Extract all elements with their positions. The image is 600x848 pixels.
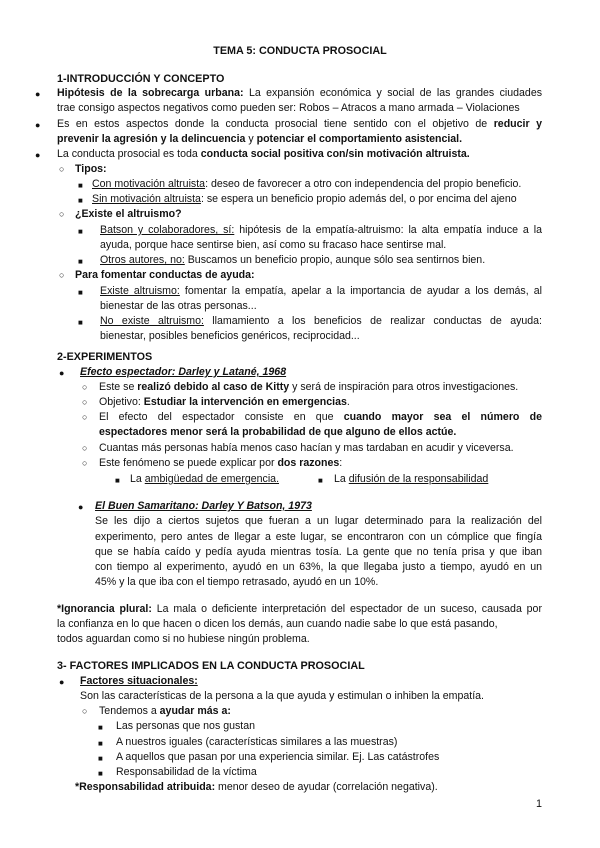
square-bullet-icon: ■ — [78, 227, 83, 236]
experiment-title-samaritano: El Buen Samaritano: Darley Y Batson, 1973 — [95, 500, 312, 512]
section-heading-intro: 1-INTRODUCCIÓN Y CONCEPTO — [57, 73, 225, 85]
circle-bullet-icon: ○ — [82, 443, 88, 453]
circle-bullet-icon: ○ — [82, 458, 88, 468]
list-item: Batson y colaboradores, sí: hipótesis de la empatía-altruismo: la alta empatía induce a la — [100, 224, 542, 236]
reason-item: La difusión de la responsabilidad — [334, 473, 489, 485]
list-item: A aquellos que pasan por una experiencia similar. Ej. Las catástrofes — [116, 751, 440, 763]
factor-title: Factores situacionales: — [80, 675, 198, 687]
paragraph-line: experimento, pero antes de llegar a este lugar, se encontraron con un cómplice que fingía — [95, 531, 542, 543]
list-label-existe: ¿Existe el altruismo? — [75, 208, 182, 220]
paragraph-line: la confianza en lo que hacen o dicen los demás, aun cuando nadie sabe lo que está pasando, — [57, 618, 498, 630]
list-item: No existe altruismo: llamamiento a los beneficios de realizar conductas de ayuda: — [100, 315, 542, 327]
bullet-icon: ● — [35, 150, 41, 160]
circle-bullet-icon: ○ — [82, 382, 88, 392]
square-bullet-icon: ■ — [98, 723, 103, 732]
list-label-fomentar: Para fomentar conductas de ayuda: — [75, 269, 255, 281]
square-bullet-icon: ■ — [98, 769, 103, 778]
square-bullet-icon: ■ — [98, 754, 103, 763]
list-item: Tendemos a ayudar más a: — [99, 705, 231, 717]
list-item: Las personas que nos gustan — [116, 720, 255, 732]
section-heading-experimentos: 2-EXPERIMENTOS — [57, 351, 153, 363]
circle-bullet-icon: ○ — [82, 706, 88, 716]
square-bullet-icon: ■ — [78, 257, 83, 266]
list-item: Responsabilidad de la víctima — [116, 766, 257, 778]
list-item-continuation: ayuda, porque hace sentirse bien, así como su fracaso hace sentirse mal. — [100, 239, 447, 251]
list-item: Sin motivación altruista: se espera un beneficio propio además del, o por encima del ajeno — [92, 193, 517, 205]
paragraph-line: con tiempo al experimento, ayudó en un 63%, la que llegaba justo a tiempo, ayudó en un — [95, 561, 542, 573]
paragraph-line: 45% y la que iba con el tiempo retrasado, ayudó en un 10%. — [95, 576, 379, 588]
bullet-icon: ● — [59, 677, 65, 687]
experiment-title-efecto: Efecto espectador: Darley y Latané, 1968 — [80, 366, 287, 378]
paragraph-line: Se les dijo a ciertos sujetos que fueran a un lugar determinado para la realización del — [95, 515, 542, 527]
list-item-continuation: bienestar de las otras personas... — [100, 300, 257, 312]
list-item: Este se realizó debido al caso de Kitty y será de inspiración para otros investigaciones. — [99, 381, 519, 393]
paragraph-line: prevenir la agresión y la delincuencia y potenciar el comportamiento asistencial. — [57, 133, 463, 145]
square-bullet-icon: ■ — [78, 196, 83, 205]
bullet-icon: ● — [78, 502, 84, 512]
list-label-tipos: Tipos: — [75, 163, 107, 175]
section-heading-factores: 3- FACTORES IMPLICADOS EN LA CONDUCTA PROSOCIAL — [57, 660, 365, 672]
page-title: TEMA 5: CONDUCTA PROSOCIAL — [213, 45, 387, 57]
page-number: 1 — [536, 798, 543, 810]
circle-bullet-icon: ○ — [59, 270, 65, 280]
list-item: El efecto del espectador consiste en que cuando mayor sea el número de — [99, 411, 542, 423]
circle-bullet-icon: ○ — [59, 164, 65, 174]
paragraph-line: La conducta prosocial es toda conducta social positiva con/sin motivación altruista. — [57, 148, 470, 160]
bullet-icon: ● — [35, 120, 41, 130]
list-item: A nuestros iguales (características similares a las muestras) — [116, 736, 398, 748]
list-item: Objetivo: Estudiar la intervención en emergencias. — [99, 396, 350, 408]
square-bullet-icon: ■ — [78, 318, 83, 327]
reason-item: La ambigüedad de emergencia. — [130, 473, 280, 485]
paragraph-line: todos aguardan como si no hubiese ningún problema. — [57, 633, 310, 645]
paragraph-line: *Ignorancia plural: La mala o deficiente interpretación del espectador de un suceso, causada por — [57, 603, 542, 615]
square-bullet-icon: ■ — [115, 476, 120, 485]
paragraph-line: que se había caído y pedía ayuda mientras tosía. La gente que no tenía prisa y que iban — [95, 546, 542, 558]
circle-bullet-icon: ○ — [59, 209, 65, 219]
bullet-icon: ● — [59, 368, 65, 378]
square-bullet-icon: ■ — [78, 288, 83, 297]
paragraph-line: *Responsabilidad atribuida: menor deseo de ayudar (correlación negativa). — [75, 781, 438, 793]
paragraph-line: Hipótesis de la sobrecarga urbana: La expansión económica y social de las grandes ciudades — [57, 87, 543, 99]
paragraph-line: Es en estos aspectos donde la conducta prosocial tiene sentido con el objetivo de reducir y — [57, 118, 542, 130]
list-item: Existe altruismo: fomentar la empatía, apelar a la importancia de ayudar a los demás, al — [100, 285, 542, 297]
list-item: Cuantas más personas había menos caso hacían y mas tardaban en acudir y viceversa. — [99, 442, 514, 454]
square-bullet-icon: ■ — [318, 476, 323, 485]
bullet-icon: ● — [35, 89, 41, 99]
circle-bullet-icon: ○ — [82, 397, 88, 407]
paragraph-line: Son las características de la persona a la que ayuda y estimulan o inhiben la empatía. — [80, 690, 484, 702]
list-item-continuation: bienestar, posibles beneficios genéricos, reciprocidad... — [100, 330, 360, 342]
list-item: Otros autores, no: Buscamos un beneficio propio, aunque sólo sea sentirnos bien. — [100, 254, 486, 266]
square-bullet-icon: ■ — [98, 739, 103, 748]
circle-bullet-icon: ○ — [82, 412, 88, 422]
square-bullet-icon: ■ — [78, 181, 83, 190]
list-item: Este fenómeno se puede explicar por dos razones: — [99, 457, 343, 469]
paragraph-line: trae consigo aspectos negativos como pueden ser: Robos – Atracos a mano armada – Violaciones — [57, 102, 520, 114]
list-item-continuation: espectadores menor será la probabilidad de que alguno de ellos actúe. — [99, 426, 457, 438]
list-item: Con motivación altruista: deseo de favorecer a otro con independencia del propio beneficio. — [92, 178, 522, 190]
